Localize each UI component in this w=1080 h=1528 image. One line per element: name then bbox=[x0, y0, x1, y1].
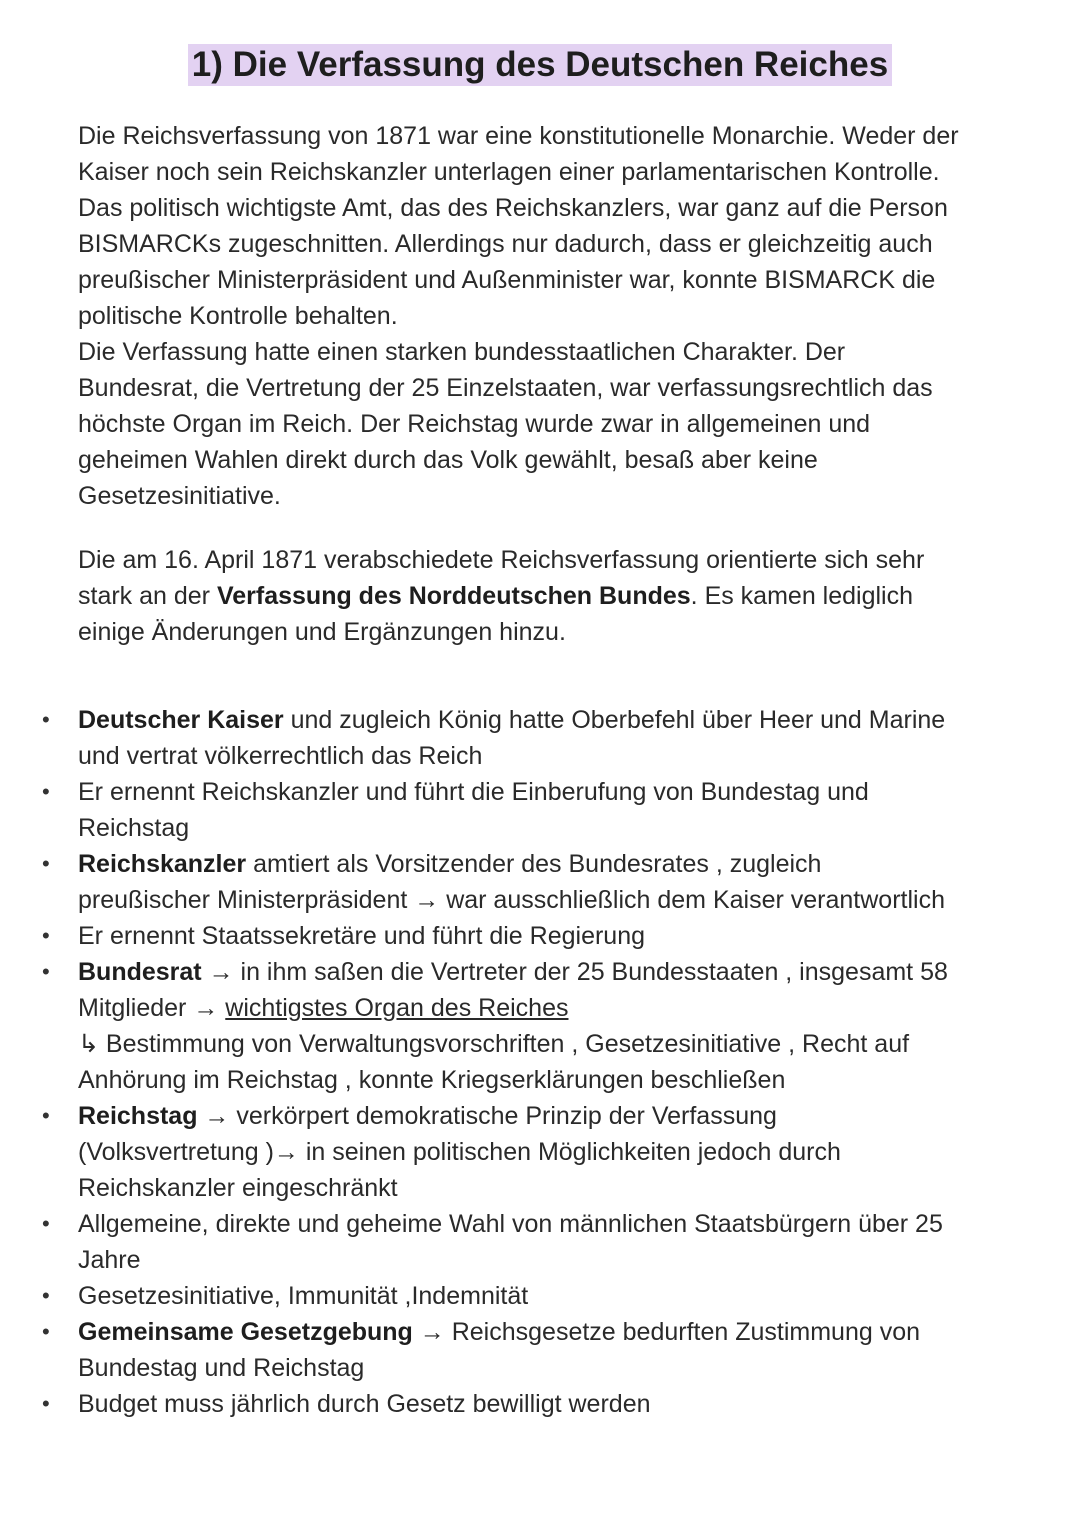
bullet-bold: Reichstag bbox=[78, 1102, 198, 1130]
bullet-continuation: Bundestag und Reichstag bbox=[78, 1354, 365, 1382]
para2-line2 bbox=[78, 578, 1058, 614]
bullet-text: amtiert als Vorsitzender des Bundesrates , zugleich bbox=[246, 850, 822, 878]
intro-paragraph bbox=[78, 118, 1058, 514]
intro-line: preußischer Ministerpräsident und Außenminister war, konnte BISMARCK die bbox=[78, 266, 936, 294]
bullet-text: Budget muss jährlich durch Gesetz bewilligt werden bbox=[78, 1390, 651, 1418]
bullet-text: und zugleich König hatte Oberbefehl über Heer und Marine bbox=[283, 706, 946, 734]
bullet-dot-icon: • bbox=[42, 923, 50, 948]
title-wrap bbox=[0, 44, 1080, 86]
bullet-text: Er ernennt Staatssekretäre und führt die Regierung bbox=[78, 922, 646, 950]
bullet-continuation: Reichskanzler eingeschränkt bbox=[78, 1174, 398, 1202]
bullet-dot-icon: • bbox=[42, 851, 50, 876]
page-title: 1) Die Verfassung des Deutschen Reiches bbox=[188, 44, 892, 86]
intro-line: BISMARCKs zugeschnitten. Allerdings nur dadurch, dass er gleichzeitig auch bbox=[78, 230, 933, 258]
bullet-continuation: und vertrat völkerrechtlich das Reich bbox=[78, 742, 483, 770]
bullet-item-budget bbox=[0, 1386, 1080, 1422]
bullet-dot-icon: • bbox=[42, 1319, 50, 1344]
intro-line: geheimen Wahlen direkt durch das Volk gewählt, besaß aber keine bbox=[78, 446, 818, 474]
bullet-continuation: preußischer Ministerpräsident → war ausschließlich dem Kaiser verantwortlich bbox=[78, 886, 945, 914]
bullet-bold: Reichskanzler bbox=[78, 850, 247, 878]
second-paragraph bbox=[78, 542, 1058, 650]
bullet-dot-icon: • bbox=[42, 1211, 50, 1236]
bullet-item-kaiser bbox=[0, 702, 1080, 738]
bullet-dot-icon: • bbox=[42, 959, 50, 984]
intro-line: Bundesrat, die Vertretung der 25 Einzelstaaten, war verfassungsrechtlich das bbox=[78, 374, 933, 402]
intro-line: Die Reichsverfassung von 1871 war eine konstitutionelle Monarchie. Weder der bbox=[78, 122, 959, 150]
bullet-dot-icon: • bbox=[42, 707, 50, 732]
bullet-item-gesetzgebung bbox=[0, 1314, 1080, 1350]
bullet-dot-icon: • bbox=[42, 1103, 50, 1128]
bullet-text: Allgemeine, direkte und geheime Wahl von männlichen Staatsbürgern über 25 bbox=[78, 1210, 943, 1238]
bullet-text: Er ernennt Reichskanzler und führt die Einberufung von Bundestag und bbox=[78, 778, 869, 806]
bullet-item-ernennt-reichskanzler bbox=[0, 774, 1080, 810]
bullet-item-reichskanzler bbox=[0, 846, 1080, 882]
bullet-continuation: ↳ Bestimmung von Verwaltungsvorschriften , Gesetzesinitiative , Recht auf bbox=[78, 1030, 910, 1058]
bullet-text: → Reichsgesetze bedurften Zustimmung von bbox=[412, 1318, 921, 1346]
para2-line2-bold: Verfassung des Norddeutschen Bundes bbox=[216, 582, 691, 610]
bullet-dot-icon: • bbox=[42, 1283, 50, 1308]
intro-line: politische Kontrolle behalten. bbox=[78, 302, 398, 330]
bullet-list bbox=[0, 702, 1080, 1422]
bullet-bold: Bundesrat bbox=[78, 958, 202, 986]
bullet-text: Gesetzesinitiative, Immunität ,Indemnität bbox=[78, 1282, 529, 1310]
intro-line: Das politisch wichtigste Amt, das des Reichskanzlers, war ganz auf die Person bbox=[78, 194, 948, 222]
bullet-underlined: wichtigstes Organ des Reiches bbox=[225, 994, 569, 1022]
bullet-continuation: Anhörung im Reichstag , konnte Kriegserklärungen beschließen bbox=[78, 1066, 786, 1094]
para2-line2-post: . Es kamen lediglich bbox=[690, 582, 913, 610]
para2-line2-pre: stark an der bbox=[78, 582, 217, 610]
bullet-bold: Deutscher Kaiser bbox=[78, 706, 284, 734]
bullet-text: → verkörpert demokratische Prinzip der Verfassung bbox=[197, 1102, 777, 1130]
bullet-continuation: (Volksvertretung )→ in seinen politischen Möglichkeiten jedoch durch bbox=[78, 1138, 841, 1166]
bullet-item-reichstag bbox=[0, 1098, 1080, 1134]
bullet-item-wahl bbox=[0, 1206, 1080, 1242]
bullet-continuation bbox=[0, 990, 1080, 1026]
bullet-cont-pre: Mitglieder → bbox=[78, 994, 226, 1022]
para2-line3: einige Änderungen und Ergänzungen hinzu. bbox=[78, 618, 566, 646]
bullet-continuation: Reichstag bbox=[78, 814, 190, 842]
bullet-item-staatssekretaere bbox=[0, 918, 1080, 954]
para2-line1: Die am 16. April 1871 verabschiedete Reichsverfassung orientierte sich sehr bbox=[78, 546, 925, 574]
intro-line: höchste Organ im Reich. Der Reichstag wurde zwar in allgemeinen und bbox=[78, 410, 871, 438]
bullet-item-bundesrat bbox=[0, 954, 1080, 990]
bullet-dot-icon: • bbox=[42, 779, 50, 804]
bullet-dot-icon: • bbox=[42, 1391, 50, 1416]
intro-line: Gesetzesinitiative. bbox=[78, 482, 281, 510]
bullet-text: → in ihm saßen die Vertreter der 25 Bundesstaaten , insgesamt 58 bbox=[201, 958, 948, 986]
bullet-bold: Gemeinsame Gesetzgebung bbox=[78, 1318, 413, 1346]
intro-line: Kaiser noch sein Reichskanzler unterlagen einer parlamentarischen Kontrolle. bbox=[78, 158, 940, 186]
intro-line: Die Verfassung hatte einen starken bundesstaatlichen Charakter. Der bbox=[78, 338, 846, 366]
bullet-continuation: Jahre bbox=[78, 1246, 141, 1274]
bullet-item-immunitaet bbox=[0, 1278, 1080, 1314]
